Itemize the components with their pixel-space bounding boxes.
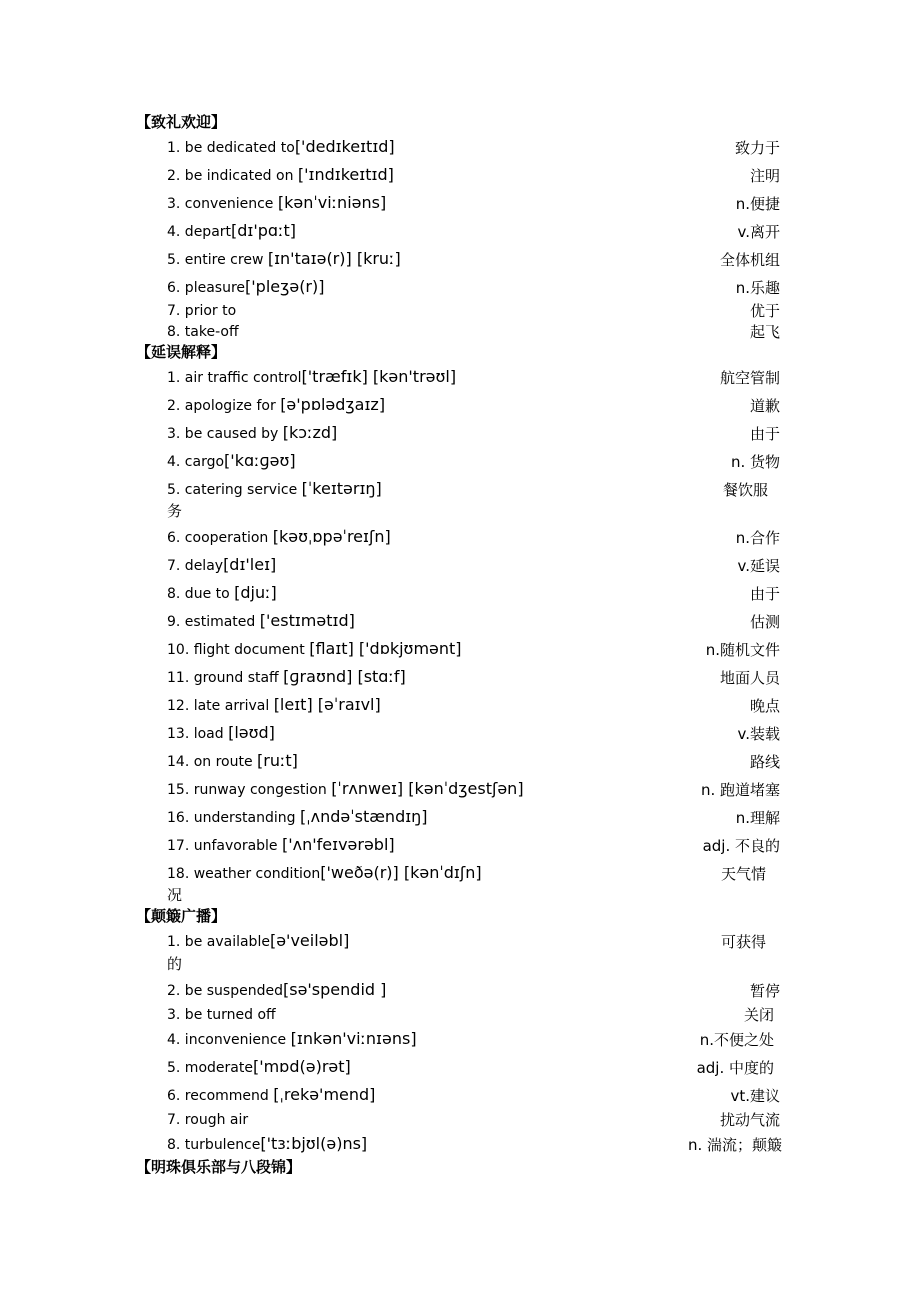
vocab-row bbox=[0, 478, 920, 502]
vocab-ipa: ['træfɪk] [kən'trəʊl] bbox=[301, 367, 457, 386]
vocab-meaning: 估测 bbox=[749, 613, 780, 631]
vocab-row bbox=[0, 1133, 920, 1157]
vocab-term: 7. prior to bbox=[167, 303, 237, 319]
vocab-term: 8. due to [djuː] bbox=[167, 583, 277, 602]
vocab-ipa: ['estɪmətɪd] bbox=[259, 611, 355, 630]
vocab-term: 2. be indicated on ['ɪndɪkeɪtɪd] bbox=[167, 165, 394, 184]
vocab-term: 1. be available[ə'veiləbl] bbox=[167, 931, 350, 950]
vocab-term: 5. moderate['mɒd(ə)rət] bbox=[167, 1057, 351, 1076]
vocab-term: 6. cooperation [kəʊˌɒpəˈreɪʃn] bbox=[167, 527, 391, 546]
vocab-row bbox=[0, 220, 920, 244]
vocab-meaning: 餐饮服 bbox=[722, 481, 768, 499]
vocab-row bbox=[0, 320, 920, 344]
vocab-ipa: [ˌrekə'mend] bbox=[273, 1085, 376, 1104]
vocab-meaning: adj. 不良的 bbox=[702, 837, 780, 855]
vocab-meaning: n.不便之处 bbox=[699, 1031, 774, 1049]
vocab-term: 3. be caused by [kɔːzd] bbox=[167, 423, 338, 442]
vocab-row bbox=[0, 1108, 920, 1132]
vocab-ipa: [ləʊd] bbox=[228, 723, 275, 742]
vocab-meaning: v.装载 bbox=[737, 725, 780, 743]
vocab-ipa: [ə'pɒlədʒaɪz] bbox=[280, 395, 386, 414]
vocab-ipa: ['ɪndɪkeɪtɪd] bbox=[297, 165, 394, 184]
vocab-term: 11. ground staff [ɡraʊnd] [stɑːf] bbox=[167, 667, 406, 686]
vocab-term: 7. delay[dɪ'leɪ] bbox=[167, 555, 277, 574]
vocab-row bbox=[0, 694, 920, 718]
vocab-row bbox=[0, 834, 920, 858]
vocab-meaning: 可获得 bbox=[720, 933, 766, 951]
vocab-row bbox=[0, 666, 920, 690]
vocab-ipa: [ruːt] bbox=[257, 751, 298, 770]
vocab-ipa: [ɡraʊnd] [stɑːf] bbox=[283, 667, 406, 686]
vocab-term: 5. entire crew [ɪn'taɪə(r)] [kruː] bbox=[167, 249, 401, 268]
vocab-row bbox=[0, 1003, 920, 1027]
vocab-meaning: n.便捷 bbox=[735, 195, 780, 213]
vocab-meaning: vt.建议 bbox=[730, 1087, 780, 1105]
vocab-term: 4. inconvenience [ɪnkən'viːnɪəns] bbox=[167, 1029, 417, 1048]
section-title-pearl-club: 【明珠俱乐部与八段锦】 bbox=[136, 1158, 302, 1176]
vocab-row bbox=[0, 930, 920, 954]
vocab-row bbox=[0, 136, 920, 160]
vocab-meaning: 道歉 bbox=[749, 397, 780, 415]
vocab-row bbox=[0, 778, 920, 802]
vocab-meaning: n.随机文件 bbox=[705, 641, 780, 659]
vocab-row bbox=[0, 1056, 920, 1080]
vocab-term: 8. take-off bbox=[167, 324, 239, 340]
vocab-meaning: n. 货物 bbox=[730, 453, 780, 471]
vocab-meaning-wrap: 的 bbox=[167, 955, 183, 973]
section-title-welcome: 【致礼欢迎】 bbox=[136, 113, 227, 131]
vocab-ipa: [djuː] bbox=[234, 583, 277, 602]
vocab-meaning: 起飞 bbox=[749, 323, 780, 341]
vocab-row bbox=[0, 526, 920, 550]
vocab-meaning: n.乐趣 bbox=[735, 279, 780, 297]
vocab-term: 9. estimated ['estɪmətɪd] bbox=[167, 611, 355, 630]
vocab-term: 6. pleasure['pleʒə(r)] bbox=[167, 277, 325, 296]
vocab-row bbox=[0, 164, 920, 188]
vocab-meaning: 天气情 bbox=[720, 865, 766, 883]
vocab-row bbox=[0, 582, 920, 606]
vocab-ipa: ['dedɪkeɪtɪd] bbox=[294, 137, 395, 156]
vocab-row bbox=[0, 610, 920, 634]
vocab-term: 8. turbulence['tɜːbjʊl(ə)ns] bbox=[167, 1134, 368, 1153]
vocab-meaning: 暂停 bbox=[749, 982, 780, 1000]
vocab-meaning: 致力于 bbox=[734, 139, 780, 157]
vocab-term: 1. be dedicated to['dedɪkeɪtɪd] bbox=[167, 137, 395, 156]
vocab-meaning: n. 跑道堵塞 bbox=[700, 781, 780, 799]
vocab-row bbox=[0, 450, 920, 474]
vocab-row bbox=[0, 750, 920, 774]
vocab-ipa: ['pleʒə(r)] bbox=[245, 277, 325, 296]
vocab-meaning: n. 湍流；颠簸 bbox=[687, 1136, 782, 1154]
vocab-ipa: [sə'spendid ] bbox=[282, 980, 387, 999]
vocab-term: 1. air traffic control['træfɪk] [kən'trəʊl] bbox=[167, 367, 457, 386]
vocab-term: 7. rough air bbox=[167, 1112, 249, 1128]
vocab-row bbox=[0, 638, 920, 662]
vocab-row bbox=[0, 276, 920, 300]
vocab-ipa: [leɪt] [əˈraɪvl] bbox=[273, 695, 381, 714]
vocab-ipa: [ˌʌndəˈstændɪŋ] bbox=[299, 807, 428, 826]
vocab-ipa: ['mɒd(ə)rət] bbox=[252, 1057, 351, 1076]
vocab-ipa: [ˈrʌnweɪ] [kənˈdʒestʃən] bbox=[331, 779, 524, 798]
vocab-row bbox=[0, 722, 920, 746]
vocab-row bbox=[0, 248, 920, 272]
vocab-ipa: [ɪn'taɪə(r)] [kruː] bbox=[267, 249, 401, 268]
vocab-term: 4. depart[dɪ'pɑːt] bbox=[167, 221, 296, 240]
vocab-meaning: 扰动气流 bbox=[719, 1111, 780, 1129]
vocab-meaning: 地面人员 bbox=[719, 669, 780, 687]
vocab-term: 6. recommend [ˌrekə'mend] bbox=[167, 1085, 376, 1104]
vocab-meaning: n.合作 bbox=[735, 529, 780, 547]
section-title-turbulence: 【颠簸广播】 bbox=[136, 907, 227, 925]
vocab-term: 13. load [ləʊd] bbox=[167, 723, 275, 742]
vocab-ipa: [ə'veiləbl] bbox=[269, 931, 350, 950]
vocab-ipa: ['ʌn'feɪvərəbl] bbox=[282, 835, 395, 854]
vocab-meaning: 由于 bbox=[749, 585, 780, 603]
vocab-meaning: v.延误 bbox=[737, 557, 780, 575]
vocab-term: 3. be turned off bbox=[167, 1007, 276, 1023]
vocab-row bbox=[0, 554, 920, 578]
vocab-ipa: [dɪ'leɪ] bbox=[223, 555, 277, 574]
vocab-ipa: [ˈkeɪtərɪŋ] bbox=[301, 479, 382, 498]
vocab-term: 17. unfavorable ['ʌn'feɪvərəbl] bbox=[167, 835, 395, 854]
vocab-row bbox=[0, 1028, 920, 1052]
vocab-ipa: [kənˈviːniəns] bbox=[277, 193, 387, 212]
vocab-term: 12. late arrival [leɪt] [əˈraɪvl] bbox=[167, 695, 381, 714]
vocab-meaning-wrap: 况 bbox=[167, 886, 183, 904]
vocab-term: 4. cargo['kɑːɡəʊ] bbox=[167, 451, 296, 470]
vocab-meaning: 航空管制 bbox=[719, 369, 780, 387]
vocab-ipa: ['tɜːbjʊl(ə)ns] bbox=[260, 1134, 368, 1153]
vocab-ipa: ['weðə(r)] [kənˈdɪʃn] bbox=[320, 863, 482, 882]
vocab-row bbox=[0, 366, 920, 390]
vocab-meaning-wrap: 务 bbox=[167, 502, 183, 520]
vocab-meaning: 晚点 bbox=[749, 697, 780, 715]
vocab-meaning: 路线 bbox=[749, 753, 780, 771]
section-title-delay: 【延误解释】 bbox=[136, 343, 227, 361]
vocab-meaning: 优于 bbox=[749, 302, 780, 320]
vocab-term: 2. be suspended[sə'spendid ] bbox=[167, 980, 387, 999]
vocab-term: 3. convenience [kənˈviːniəns] bbox=[167, 193, 387, 212]
vocab-ipa: [dɪ'pɑːt] bbox=[231, 221, 296, 240]
vocab-meaning: 注明 bbox=[749, 167, 780, 185]
vocab-row bbox=[0, 192, 920, 216]
vocab-term: 15. runway congestion [ˈrʌnweɪ] [kənˈdʒestʃən] bbox=[167, 779, 524, 798]
vocab-row bbox=[0, 862, 920, 886]
vocab-ipa: [kɔːzd] bbox=[282, 423, 338, 442]
vocab-meaning: n.理解 bbox=[735, 809, 780, 827]
vocab-term: 10. flight document [flaɪt] ['dɒkjʊmənt] bbox=[167, 639, 462, 658]
vocab-ipa: ['kɑːɡəʊ] bbox=[224, 451, 296, 470]
vocab-ipa: [flaɪt] ['dɒkjʊmənt] bbox=[309, 639, 462, 658]
vocab-row bbox=[0, 1084, 920, 1108]
vocab-term: 2. apologize for [ə'pɒlədʒaɪz] bbox=[167, 395, 386, 414]
vocab-term: 5. catering service [ˈkeɪtərɪŋ] bbox=[167, 479, 382, 498]
vocab-term: 14. on route [ruːt] bbox=[167, 751, 298, 770]
vocab-row bbox=[0, 422, 920, 446]
vocab-ipa: [ɪnkən'viːnɪəns] bbox=[290, 1029, 417, 1048]
vocab-meaning: 关闭 bbox=[743, 1006, 774, 1024]
vocab-term: 16. understanding [ˌʌndəˈstændɪŋ] bbox=[167, 807, 428, 826]
vocab-row bbox=[0, 394, 920, 418]
vocab-row bbox=[0, 806, 920, 830]
vocab-meaning: 全体机组 bbox=[719, 251, 780, 269]
vocab-meaning: 由于 bbox=[749, 425, 780, 443]
vocab-term: 18. weather condition['weðə(r)] [kənˈdɪʃn] bbox=[167, 863, 482, 882]
vocab-ipa: [kəʊˌɒpəˈreɪʃn] bbox=[272, 527, 391, 546]
vocab-meaning: adj. 中度的 bbox=[696, 1059, 774, 1077]
vocab-row bbox=[0, 979, 920, 1003]
vocab-meaning: v.离开 bbox=[737, 223, 780, 241]
